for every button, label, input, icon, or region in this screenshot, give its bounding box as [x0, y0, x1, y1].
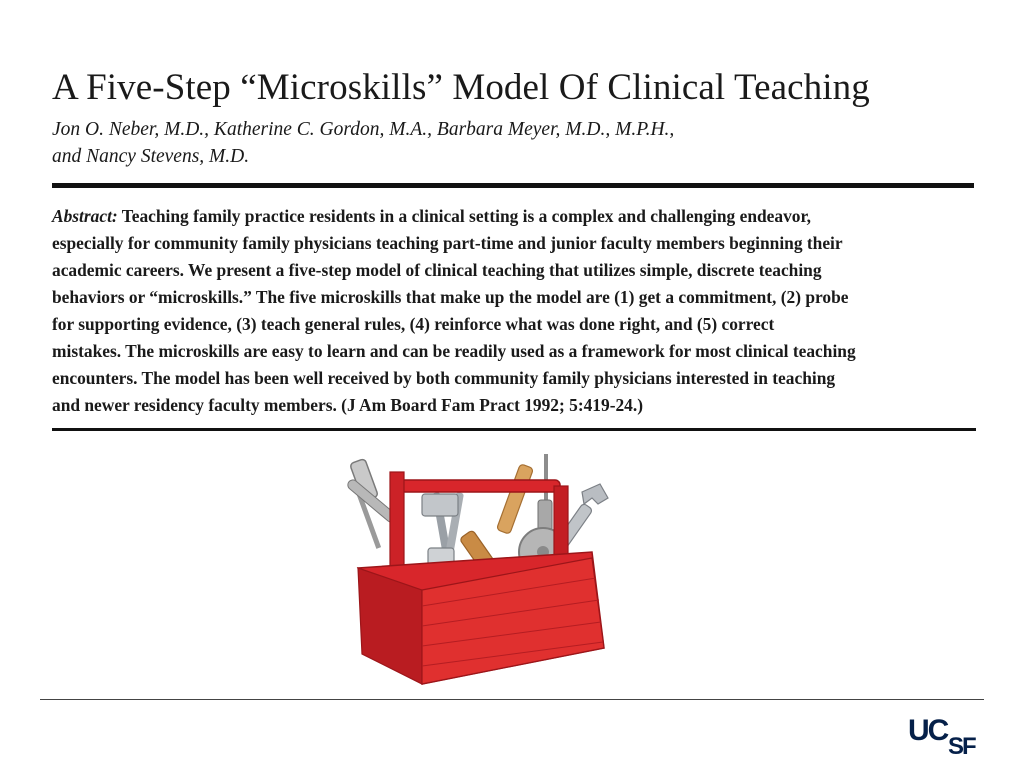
abstract-line: academic careers. We present a five-step model of clinical teaching that utilizes simple, discrete teaching [52, 260, 822, 280]
abstract-label: Abstract: [52, 206, 118, 226]
abstract-divider [52, 428, 976, 431]
abstract-line: especially for community family physicians teaching part-time and junior faculty members beginning their [52, 233, 843, 253]
abstract-line: encounters. The model has been well received by both community family physicians interested in teaching [52, 368, 836, 388]
title-divider [52, 183, 974, 188]
abstract-line: for supporting evidence, (3) teach general rules, (4) reinforce what was done right, and (5) correct [52, 314, 775, 334]
footer-divider [40, 699, 984, 700]
authors-line-2: and Nancy Stevens, M.D. [52, 146, 250, 167]
author-list [52, 116, 674, 170]
svg-text:UC: UC [908, 714, 948, 747]
abstract-line: mistakes. The microskills are easy to learn and can be readily used as a framework for most clinical teaching [52, 341, 856, 361]
authors-line-1: Jon O. Neber, M.D., Katherine C. Gordon, M.A., Barbara Meyer, M.D., M.P.H., [52, 119, 675, 140]
abstract [52, 203, 982, 419]
toolbox-icon [338, 440, 628, 688]
ucsf-logo [908, 712, 988, 758]
slide-title: A Five-Step “Microskills” Model Of Clinical Teaching [52, 67, 870, 108]
svg-text:SF: SF [948, 733, 975, 758]
abstract-text: Teaching family practice residents in a clinical setting is a complex and challenging endeavor, [121, 206, 811, 226]
abstract-line [52, 203, 982, 230]
abstract-line: and newer residency faculty members. (J Am Board Fam Pract 1992; 5:419-24.) [52, 395, 644, 415]
abstract-line: behaviors or “microskills.” The five microskills that make up the model are (1) get a commitment, (2) probe [52, 287, 849, 307]
